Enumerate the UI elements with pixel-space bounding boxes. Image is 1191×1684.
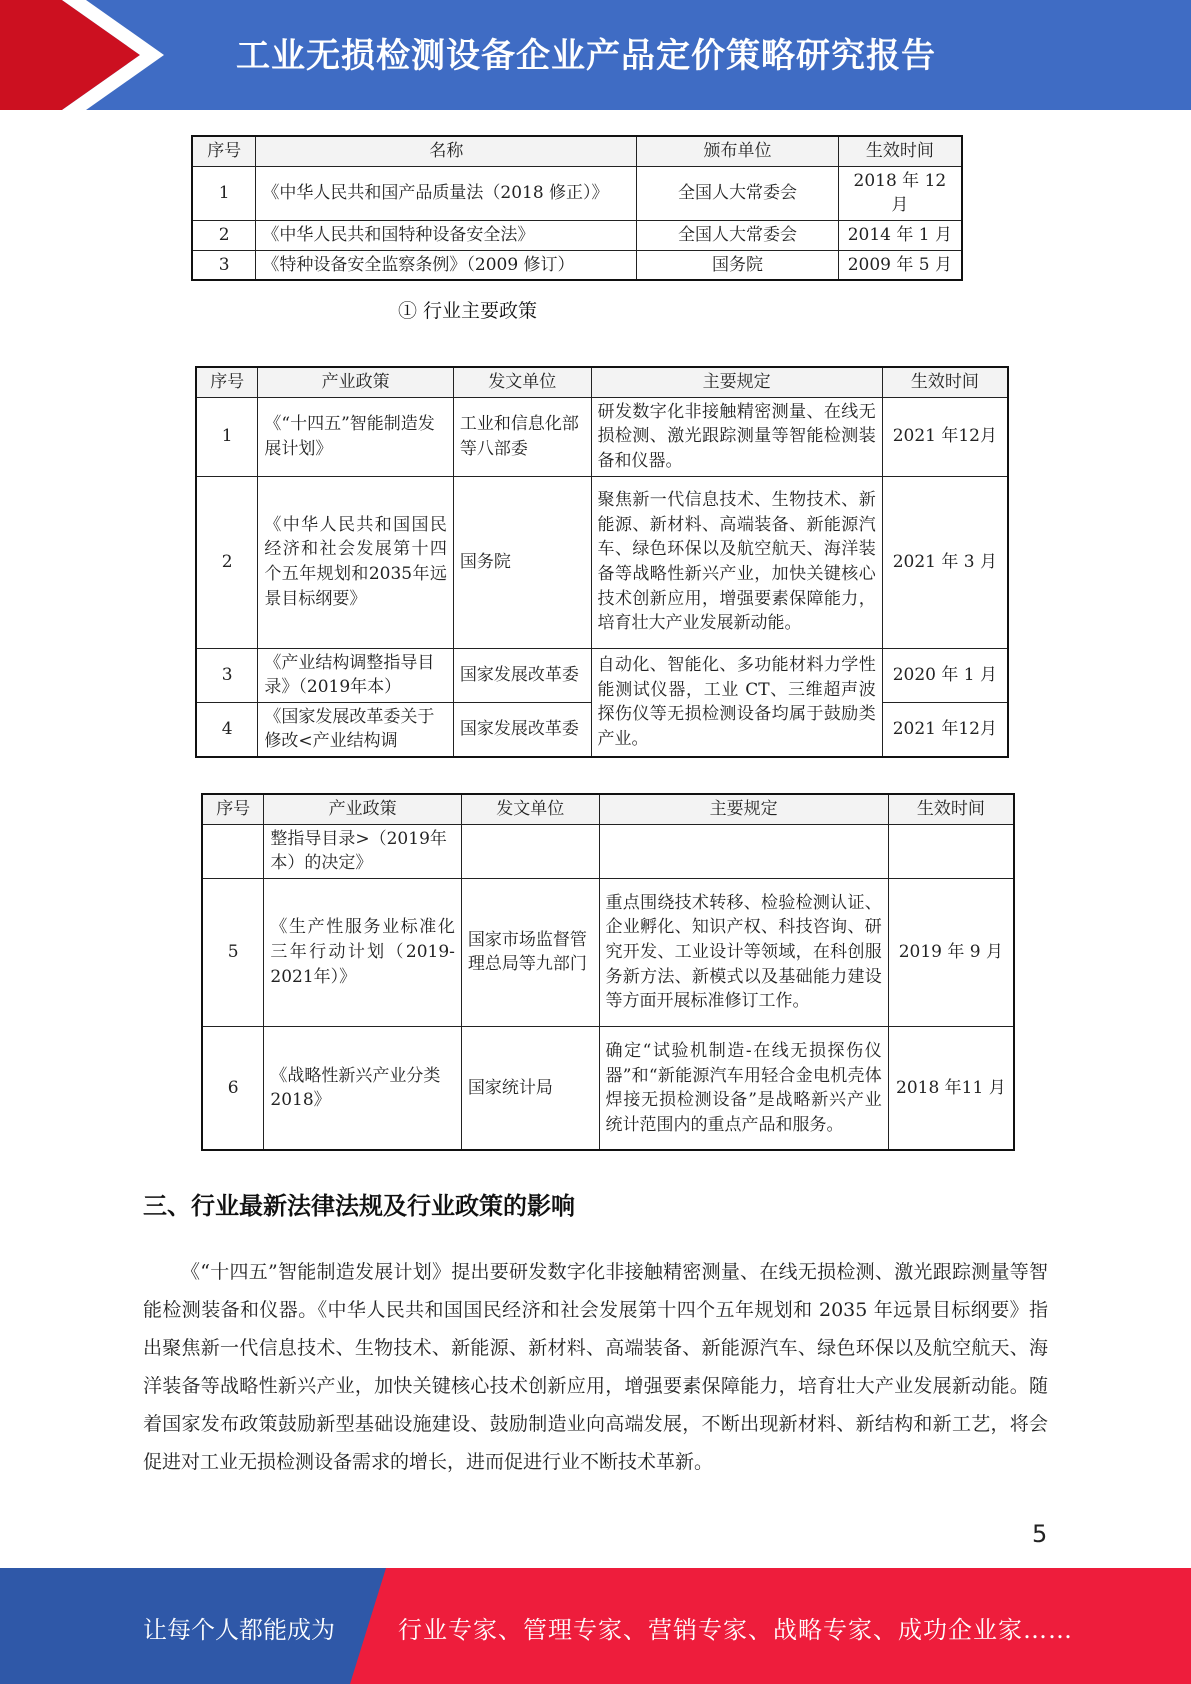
table-header-row [196, 367, 1008, 397]
policies-table-1 [195, 366, 1009, 758]
page-footer [0, 1568, 1191, 1684]
cell [461, 824, 599, 878]
cell: 《国家发展改革委关于修改<产业结构调 [258, 702, 454, 757]
cell [888, 824, 1014, 878]
cell: 《战略性新兴产业分类2018》 [264, 1026, 462, 1150]
cell [599, 824, 888, 878]
cell: 2019 年 9 月 [888, 878, 1014, 1026]
cell: 《特种设备安全监察条例》（2009 修订） [256, 250, 637, 280]
cell: 全国人大常委会 [637, 220, 838, 250]
col-header: 生效时间 [838, 136, 962, 166]
table-row [202, 824, 1014, 878]
col-header: 生效时间 [888, 794, 1014, 824]
cell: 6 [202, 1026, 264, 1150]
col-header: 名称 [256, 136, 637, 166]
col-header: 颁布单位 [637, 136, 838, 166]
cell: 全国人大常委会 [637, 166, 838, 220]
cell: 聚焦新一代信息技术、生物技术、新能源、新材料、高端装备、新能源汽车、绿色环保以及航空航天、海洋装备等战略性新兴产业，加快关键核心技术创新应用，增强要素保障能力，培育壮大产业发展新动能。 [591, 476, 882, 648]
cell: 《中华人民共和国产品质量法（2018 修正）》 [256, 166, 637, 220]
col-header: 产业政策 [258, 367, 454, 397]
table-row [192, 250, 962, 280]
cell: 自动化、智能化、多功能材料力学性能测试仪器，工业 CT、三维超声波探伤仪等无损检测设备均属于鼓励类产业。 [591, 648, 882, 757]
cell: 2018 年11 月 [888, 1026, 1014, 1150]
cell: 国务院 [637, 250, 838, 280]
cell: 2 [196, 476, 258, 648]
col-header: 主要规定 [591, 367, 882, 397]
header-chevron-icon [0, 0, 260, 110]
footer-slogan-left: 让每个人都能成为 [143, 1616, 335, 1644]
cell: 2018 年 12 月 [838, 166, 962, 220]
table-row [192, 166, 962, 220]
cell: 工业和信息化部等八部委 [453, 397, 591, 476]
cell: 2014 年 1 月 [838, 220, 962, 250]
col-header: 序号 [202, 794, 264, 824]
table-header-row [202, 794, 1014, 824]
col-header: 发文单位 [453, 367, 591, 397]
col-header: 产业政策 [264, 794, 462, 824]
cell: 《产业结构调整指导目录》（2019年本） [258, 648, 454, 702]
table-row [202, 878, 1014, 1026]
section-heading: 三、行业最新法律法规及行业政策的影响 [143, 1192, 575, 1220]
body-paragraph: 《“十四五”智能制造发展计划》提出要研发数字化非接触精密测量、在线无损检测、激光跟踪测量等智能检测装备和仪器。《中华人民共和国国民经济和社会发展第十四个五年规划和 2035 年远景目标纲要》指出聚焦新一代信息技术、生物技术、新能源、新材料、高端装备、新能源汽车、绿色环保以及航空航天、海洋装备等战略性新兴产业，加快关键核心技术创新应用，增强要素保障能力，培育壮大产业发展新动能。随着国家发布政策鼓励新型基础设施建设、鼓励制造业向高端发展，不断出现新材料、新结构和新工艺，将会促进对工业无损检测设备需求的增长，进而促进行业不断技术革新。 [143, 1261, 1048, 1473]
report-title: 工业无损检测设备企业产品定价策略研究报告 [236, 36, 936, 76]
cell: 1 [192, 166, 256, 220]
cell: 《中华人民共和国特种设备安全法》 [256, 220, 637, 250]
table-row [192, 220, 962, 250]
col-header: 序号 [196, 367, 258, 397]
table-row [196, 476, 1008, 648]
laws-table [191, 135, 963, 281]
cell: 确定“试验机制造-在线无损探伤仪器”和“新能源汽车用轻合金电机壳体焊接无损检测设备”是战略新兴产业统计范围内的重点产品和服务。 [599, 1026, 888, 1150]
cell: 重点围绕技术转移、检验检测认证、企业孵化、知识产权、科技咨询、研究开发、工业设计等领域，在科创服务新方法、新模式以及基础能力建设等方面开展标准修订工作。 [599, 878, 888, 1026]
cell: 《“十四五”智能制造发展计划》 [258, 397, 454, 476]
subsection-heading: ① 行业主要政策 [398, 300, 538, 322]
page-number: 5 [1032, 1520, 1048, 1548]
cell: 2021 年 3 月 [882, 476, 1008, 648]
cell: 国家统计局 [461, 1026, 599, 1150]
cell: 2009 年 5 月 [838, 250, 962, 280]
cell: 《中华人民共和国国民经济和社会发展第十四个五年规划和2035年远景目标纲要》 [258, 476, 454, 648]
table-row [202, 1026, 1014, 1150]
policies-table-2 [201, 793, 1015, 1151]
cell: 3 [192, 250, 256, 280]
cell: 2021 年12月 [882, 397, 1008, 476]
col-header: 序号 [192, 136, 256, 166]
col-header: 主要规定 [599, 794, 888, 824]
table-row [196, 648, 1008, 702]
cell: 国家发展改革委 [453, 702, 591, 757]
footer-slogan-right: 行业专家、管理专家、营销专家、战略专家、成功企业家…… [398, 1616, 1073, 1644]
cell: 3 [196, 648, 258, 702]
cell: 国家发展改革委 [453, 648, 591, 702]
col-header: 发文单位 [461, 794, 599, 824]
cell: 5 [202, 878, 264, 1026]
table-row [196, 397, 1008, 476]
cell: 2 [192, 220, 256, 250]
cell: 《生产性服务业标准化三年行动计划（2019-2021年）》 [264, 878, 462, 1026]
cell: 国家市场监督管理总局等九部门 [461, 878, 599, 1026]
table-header-row [192, 136, 962, 166]
cell: 2021 年12月 [882, 702, 1008, 757]
cell: 1 [196, 397, 258, 476]
cell: 2020 年 1 月 [882, 648, 1008, 702]
page-header [0, 0, 1191, 110]
cell: 整指导目录>（2019年本）的决定》 [264, 824, 462, 878]
cell [202, 824, 264, 878]
cell: 研发数字化非接触精密测量、在线无损检测、激光跟踪测量等智能检测装备和仪器。 [591, 397, 882, 476]
cell: 国务院 [453, 476, 591, 648]
cell: 4 [196, 702, 258, 757]
col-header: 生效时间 [882, 367, 1008, 397]
